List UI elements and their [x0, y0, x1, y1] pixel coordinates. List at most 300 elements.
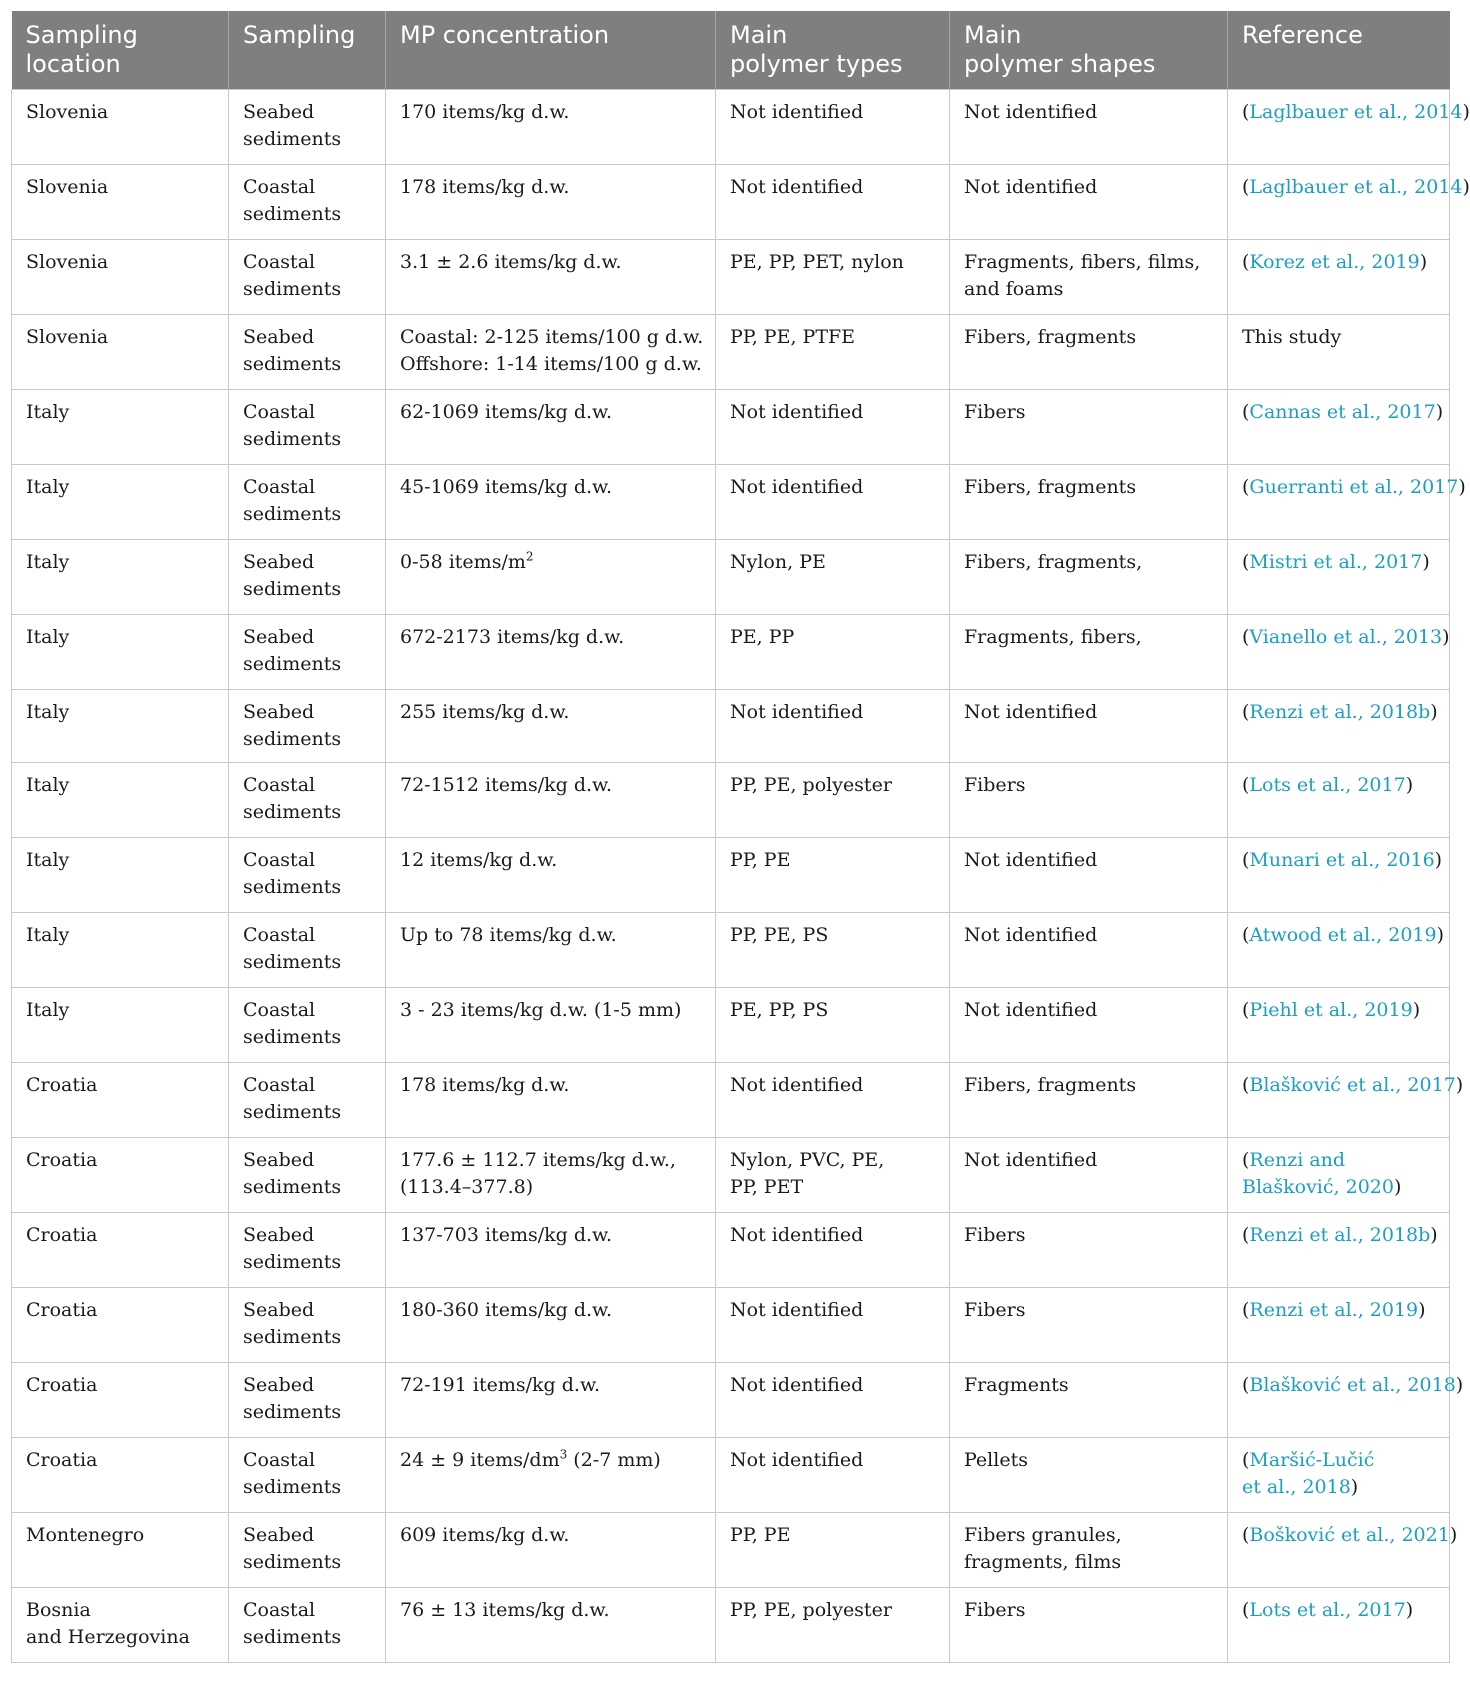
cell-reference[interactable] [1228, 240, 1450, 315]
open-paren: ( [1242, 774, 1250, 796]
cell-reference[interactable] [1228, 90, 1470, 165]
cell-reference[interactable] [1228, 1363, 1464, 1438]
cell-sampling-line [243, 651, 371, 678]
size-range-text: (2-7 mm) [567, 1449, 661, 1471]
cell-concentration [386, 763, 716, 838]
cell-location-line [26, 624, 214, 651]
reference-link-line [1242, 549, 1435, 576]
cell-polymer-shapes-line [964, 1372, 1213, 1399]
cell-polymer-shapes [950, 165, 1228, 240]
cell-sampling-text: sediments [243, 951, 342, 973]
reference-link[interactable]: Renzi and [1249, 1149, 1346, 1171]
cell-sampling [229, 390, 386, 465]
cell-concentration-line [400, 1372, 701, 1399]
cell-polymer-types [716, 390, 950, 465]
cell-reference[interactable] [1228, 390, 1450, 465]
cell-concentration-text: 3.1 ± 2.6 items/kg d.w. [400, 251, 622, 273]
cell-polymer-types-text: Nylon, PE [730, 551, 826, 573]
cell-concentration [386, 390, 716, 465]
cell-location-line [26, 174, 214, 201]
table-row [12, 763, 1450, 838]
cell-concentration-line [400, 174, 701, 201]
open-paren: ( [1242, 1224, 1250, 1246]
cell-location-line [26, 249, 214, 276]
cell-sampling-line [243, 1099, 371, 1126]
open-paren: ( [1242, 176, 1250, 198]
cell-polymer-types [716, 1438, 950, 1513]
cell-location [12, 1063, 229, 1138]
cell-sampling-text: Coastal [243, 849, 316, 871]
cell-sampling-text: Coastal [243, 1599, 316, 1621]
cell-concentration [386, 240, 716, 315]
reference-link-line [1242, 1474, 1435, 1501]
cell-sampling-line [243, 1297, 371, 1324]
cell-sampling-line [243, 351, 371, 378]
cell-reference[interactable] [1228, 913, 1450, 988]
cell-sampling [229, 838, 386, 913]
cell-polymer-shapes-text: Not identified [964, 701, 1098, 723]
reference-link[interactable]: Blašković, 2020 [1242, 1176, 1394, 1198]
cell-polymer-types-line [730, 1447, 935, 1474]
cell-sampling-text: sediments [243, 1401, 342, 1423]
cell-concentration-text: 72-1512 items/kg d.w. [400, 774, 613, 796]
reference-link[interactable]: Bošković et al., 2021 [1249, 1524, 1450, 1546]
cell-polymer-shapes [950, 540, 1228, 615]
cell-sampling [229, 1213, 386, 1288]
cell-sampling-line [243, 174, 371, 201]
reference-link-line [1242, 624, 1450, 651]
cell-reference[interactable] [1228, 988, 1450, 1063]
close-paren: ) [1462, 101, 1470, 123]
cell-concentration [386, 1438, 716, 1513]
cell-reference[interactable] [1228, 1588, 1450, 1663]
header-label-line: polymer shapes [964, 50, 1156, 78]
cell-concentration [386, 165, 716, 240]
cell-sampling-line [243, 1624, 371, 1651]
cell-location [12, 838, 229, 913]
table-row [12, 1588, 1450, 1663]
reference-link[interactable]: Laglbauer et al., 2014 [1249, 101, 1463, 123]
cell-sampling [229, 240, 386, 315]
cell-sampling-text: sediments [243, 1026, 342, 1048]
cell-reference [1228, 315, 1450, 390]
cell-location-text: Bosnia [26, 1599, 91, 1621]
cell-polymer-shapes-line [964, 99, 1213, 126]
cell-sampling-line [243, 772, 371, 799]
cell-location-line [26, 1222, 214, 1249]
close-paren: ) [1430, 1224, 1438, 1246]
cell-polymer-types-line [730, 1174, 935, 1201]
open-paren: ( [1242, 1599, 1250, 1621]
cell-polymer-types-text: Not identified [730, 1224, 864, 1246]
reference-link[interactable]: Piehl et al., 2019 [1249, 999, 1413, 1021]
cell-sampling-line [243, 1372, 371, 1399]
cell-concentration-line [400, 997, 701, 1024]
unit-superscript: 3 [559, 1447, 568, 1462]
open-paren: ( [1242, 101, 1250, 123]
cell-sampling-text: sediments [243, 1476, 342, 1498]
microplastics-table [11, 11, 1470, 1663]
cell-sampling-line [243, 276, 371, 303]
cell-polymer-shapes [950, 1063, 1228, 1138]
cell-polymer-shapes [950, 1513, 1228, 1588]
cell-reference[interactable] [1228, 1438, 1450, 1513]
cell-location [12, 1588, 229, 1663]
cell-polymer-shapes-line [964, 922, 1213, 949]
cell-polymer-types [716, 615, 950, 690]
cell-polymer-shapes [950, 1213, 1228, 1288]
cell-sampling-line [243, 874, 371, 901]
open-paren: ( [1242, 849, 1250, 871]
open-paren: ( [1242, 401, 1250, 423]
cell-sampling-text: Coastal [243, 401, 316, 423]
cell-reference[interactable] [1228, 1063, 1464, 1138]
cell-location-line [26, 847, 214, 874]
open-paren: ( [1242, 1299, 1250, 1321]
cell-sampling [229, 1513, 386, 1588]
cell-location [12, 1438, 229, 1513]
reference-link[interactable]: Blašković et al., 2017 [1249, 1074, 1456, 1096]
cell-location-line [26, 474, 214, 501]
reference-link[interactable]: Vianello et al., 2013 [1249, 626, 1443, 648]
cell-sampling [229, 690, 386, 763]
cell-polymer-types-line [730, 324, 935, 351]
reference-link-line [1242, 1174, 1435, 1201]
cell-location-line [26, 772, 214, 799]
cell-reference[interactable] [1228, 1513, 1458, 1588]
cell-polymer-shapes [950, 988, 1228, 1063]
table-row [12, 1213, 1450, 1288]
cell-location [12, 540, 229, 615]
reference-link[interactable]: Lots et al., 2017 [1249, 774, 1406, 796]
cell-location-text: Italy [26, 999, 70, 1021]
cell-sampling-text: sediments [243, 278, 342, 300]
cell-concentration-text: Coastal: 2-125 items/100 g d.w. [400, 326, 704, 348]
cell-polymer-types-line [730, 847, 935, 874]
close-paren: ) [1462, 176, 1470, 198]
cell-sampling-line [243, 576, 371, 603]
cell-polymer-shapes-line [964, 1222, 1213, 1249]
cell-concentration-text: Up to 78 items/kg d.w. [400, 924, 617, 946]
table-row [12, 1288, 1450, 1363]
cell-sampling-line [243, 699, 371, 726]
cell-reference[interactable] [1228, 465, 1466, 540]
cell-sampling-line [243, 1549, 371, 1576]
cell-polymer-shapes-line [964, 249, 1213, 276]
reference-link[interactable]: et al., 2018 [1242, 1476, 1351, 1498]
cell-polymer-types-text: Nylon, PVC, PE, [730, 1149, 885, 1171]
cell-sampling-line [243, 501, 371, 528]
cell-location-text: Slovenia [26, 251, 109, 273]
cell-polymer-types-line [730, 99, 935, 126]
cell-sampling [229, 615, 386, 690]
cell-location [12, 615, 229, 690]
open-paren: ( [1242, 476, 1250, 498]
open-paren: ( [1242, 701, 1250, 723]
cell-location [12, 690, 229, 763]
cell-concentration [386, 90, 716, 165]
cell-sampling [229, 1363, 386, 1438]
cell-polymer-shapes [950, 240, 1228, 315]
cell-reference[interactable] [1228, 1138, 1450, 1213]
close-paren: ) [1449, 1524, 1458, 1546]
cell-polymer-types [716, 240, 950, 315]
cell-concentration-line [400, 624, 701, 651]
cell-polymer-types [716, 1063, 950, 1138]
cell-reference[interactable] [1228, 540, 1450, 615]
cell-location-line [26, 1597, 214, 1624]
cell-polymer-types-line [730, 549, 935, 576]
cell-sampling-text: sediments [243, 353, 342, 375]
cell-concentration-line [400, 351, 701, 378]
close-paren: ) [1458, 476, 1466, 498]
reference-link[interactable]: Renzi et al., 2019 [1249, 1299, 1419, 1321]
reference-link-line [1242, 1222, 1438, 1249]
table-row [12, 165, 1450, 240]
cell-sampling-text: sediments [243, 1101, 342, 1123]
reference-link[interactable]: Renzi et al., 2018b [1249, 1224, 1431, 1246]
open-paren: ( [1242, 1149, 1250, 1171]
cell-sampling-line [243, 1522, 371, 1549]
cell-polymer-types-text: PP, PE [730, 849, 791, 871]
close-paren: ) [1436, 924, 1445, 946]
cell-location [12, 1213, 229, 1288]
cell-sampling [229, 1438, 386, 1513]
cell-location-text: Croatia [26, 1074, 98, 1096]
cell-concentration-line [400, 474, 701, 501]
reference-link[interactable]: Guerranti et al., 2017 [1249, 476, 1459, 498]
cell-location-line [26, 1522, 214, 1549]
cell-concentration [386, 465, 716, 540]
close-paren: ) [1430, 701, 1438, 723]
cell-reference[interactable] [1228, 615, 1450, 690]
close-paren: ) [1442, 626, 1450, 648]
cell-location-line [26, 699, 214, 726]
cell-location [12, 1363, 229, 1438]
cell-sampling-text: sediments [243, 876, 342, 898]
cell-location-line [26, 922, 214, 949]
reference-link[interactable]: Laglbauer et al., 2014 [1249, 176, 1463, 198]
cell-polymer-shapes-line [964, 1297, 1213, 1324]
cell-sampling-text: sediments [243, 428, 342, 450]
close-paren: ) [1422, 551, 1430, 573]
cell-polymer-shapes [950, 465, 1228, 540]
cell-concentration-line [400, 549, 701, 576]
cell-polymer-types-text: Not identified [730, 476, 864, 498]
cell-polymer-types [716, 1288, 950, 1363]
cell-polymer-shapes-line [964, 847, 1213, 874]
table-row [12, 90, 1450, 165]
reference-link[interactable]: Renzi et al., 2018b [1249, 701, 1431, 723]
cell-concentration [386, 1138, 716, 1213]
cell-polymer-shapes [950, 315, 1228, 390]
cell-sampling-line [243, 624, 371, 651]
cell-polymer-shapes [950, 390, 1228, 465]
cell-polymer-shapes-text: Fibers [964, 1299, 1026, 1321]
cell-location [12, 165, 229, 240]
cell-concentration [386, 1213, 716, 1288]
cell-location-text: Slovenia [26, 101, 109, 123]
reference-link[interactable]: Atwood et al., 2019 [1249, 924, 1437, 946]
table-row [12, 1363, 1450, 1438]
cell-polymer-types-line [730, 624, 935, 651]
cell-polymer-types-line [730, 1222, 935, 1249]
cell-sampling-text: Seabed [243, 551, 315, 573]
cell-sampling-text: Seabed [243, 1149, 315, 1171]
cell-sampling-text: sediments [243, 1626, 342, 1648]
cell-polymer-shapes-line [964, 997, 1213, 1024]
cell-polymer-types-line [730, 474, 935, 501]
cell-reference[interactable] [1228, 690, 1450, 763]
reference-link[interactable]: Korez et al., 2019 [1249, 251, 1420, 273]
cell-concentration-line [400, 1522, 701, 1549]
cell-polymer-types-text: PP, PE [730, 1524, 791, 1546]
close-paren: ) [1419, 251, 1428, 273]
cell-concentration-line [400, 772, 701, 799]
header-label-line: Reference [1242, 21, 1363, 49]
cell-polymer-shapes-text: Fibers granules, [964, 1524, 1122, 1546]
cell-polymer-types [716, 1138, 950, 1213]
close-paren: ) [1405, 1599, 1414, 1621]
close-paren: ) [1418, 1299, 1426, 1321]
cell-sampling-text: sediments [243, 203, 342, 225]
cell-polymer-types-line [730, 997, 935, 1024]
cell-reference[interactable] [1228, 1213, 1450, 1288]
cell-location-text: Italy [26, 626, 70, 648]
cell-sampling-text: sediments [243, 578, 342, 600]
cell-sampling-line [243, 1399, 371, 1426]
cell-concentration-line [400, 847, 701, 874]
reference-link[interactable]: Maršić-Lučić [1249, 1449, 1375, 1471]
header-label-line: polymer types [730, 50, 903, 78]
cell-location-text: Slovenia [26, 176, 109, 198]
reference-link[interactable]: Munari et al., 2016 [1249, 849, 1435, 871]
reference-link-line [1242, 249, 1435, 276]
cell-reference[interactable] [1228, 838, 1450, 913]
header-label-line: MP concentration [400, 21, 610, 49]
cell-sampling-text: Seabed [243, 101, 315, 123]
cell-polymer-shapes [950, 615, 1228, 690]
close-paren: ) [1435, 401, 1444, 423]
cell-concentration-text: 170 items/kg d.w. [400, 101, 570, 123]
header-sampling-location [12, 11, 229, 90]
cell-polymer-shapes-line [964, 324, 1213, 351]
cell-sampling [229, 988, 386, 1063]
cell-location [12, 1288, 229, 1363]
cell-reference[interactable] [1228, 763, 1450, 838]
cell-concentration-text: 180-360 items/kg d.w. [400, 1299, 613, 1321]
reference-link-line [1242, 997, 1435, 1024]
reference-link-line [1242, 1147, 1435, 1174]
cell-polymer-types-text: Not identified [730, 1074, 864, 1096]
cell-polymer-types [716, 838, 950, 913]
open-paren: ( [1242, 551, 1250, 573]
cell-reference[interactable] [1228, 1288, 1450, 1363]
cell-polymer-types-line [730, 922, 935, 949]
cell-sampling-text: sediments [243, 128, 342, 150]
cell-location-line [26, 1624, 214, 1651]
cell-polymer-shapes [950, 1363, 1228, 1438]
cell-sampling-line [243, 1024, 371, 1051]
open-paren: ( [1242, 1374, 1250, 1396]
table-row [12, 1063, 1450, 1138]
close-paren: ) [1350, 1476, 1359, 1498]
cell-concentration-line [400, 399, 701, 426]
cell-concentration-line [400, 249, 701, 276]
close-paren: ) [1455, 1074, 1464, 1096]
cell-sampling-line [243, 1324, 371, 1351]
header-label-line: Main [964, 21, 1022, 49]
cell-location-text: Croatia [26, 1374, 98, 1396]
cell-location-line [26, 1447, 214, 1474]
cell-polymer-types [716, 1588, 950, 1663]
cell-polymer-types-line [730, 772, 935, 799]
cell-sampling-line [243, 1222, 371, 1249]
cell-sampling [229, 1138, 386, 1213]
cell-concentration [386, 315, 716, 390]
cell-reference[interactable] [1228, 165, 1470, 240]
cell-concentration [386, 838, 716, 913]
reference-link[interactable]: Mistri et al., 2017 [1249, 551, 1423, 573]
cell-concentration-text: 255 items/kg d.w. [400, 701, 570, 723]
cell-polymer-shapes [950, 1138, 1228, 1213]
cell-sampling [229, 540, 386, 615]
cell-sampling [229, 1288, 386, 1363]
cell-polymer-types-text: Not identified [730, 176, 864, 198]
cell-location-text: Croatia [26, 1299, 98, 1321]
cell-polymer-shapes [950, 690, 1228, 763]
cell-polymer-shapes-line [964, 1447, 1213, 1474]
cell-sampling-line [243, 399, 371, 426]
cell-sampling-text: Coastal [243, 251, 316, 273]
cell-polymer-shapes-text: Not identified [964, 849, 1098, 871]
reference-link[interactable]: Cannas et al., 2017 [1249, 401, 1436, 423]
reference-link[interactable]: Lots et al., 2017 [1249, 1599, 1406, 1621]
cell-sampling-line [243, 549, 371, 576]
cell-sampling-line [243, 1174, 371, 1201]
cell-polymer-shapes-line [964, 399, 1213, 426]
cell-sampling [229, 90, 386, 165]
cell-concentration-text: 76 ± 13 items/kg d.w. [400, 1599, 610, 1621]
cell-sampling-text: sediments [243, 728, 342, 750]
table-row [12, 1138, 1450, 1213]
cell-sampling-line [243, 426, 371, 453]
cell-polymer-shapes-text: Fibers, fragments [964, 476, 1137, 498]
cell-sampling-line [243, 1447, 371, 1474]
reference-link-line [1242, 1297, 1435, 1324]
header-polymer-types [716, 11, 950, 90]
cell-sampling-text: sediments [243, 801, 342, 823]
cell-polymer-types [716, 165, 950, 240]
cell-polymer-types-text: Not identified [730, 1374, 864, 1396]
cell-polymer-types [716, 90, 950, 165]
header-sampling [229, 11, 386, 90]
reference-link[interactable]: Blašković et al., 2018 [1249, 1374, 1456, 1396]
cell-concentration [386, 690, 716, 763]
cell-polymer-shapes [950, 90, 1228, 165]
cell-sampling-line [243, 201, 371, 228]
cell-polymer-types-text: PP, PE, PTFE [730, 326, 856, 348]
cell-polymer-shapes [950, 1438, 1228, 1513]
cell-polymer-shapes-line [964, 474, 1213, 501]
cell-sampling-text: sediments [243, 1326, 342, 1348]
cell-polymer-shapes-line [964, 549, 1213, 576]
cell-location-text: Italy [26, 701, 70, 723]
cell-polymer-shapes-text: Pellets [964, 1449, 1028, 1471]
table-row [12, 1513, 1450, 1588]
close-paren: ) [1434, 849, 1443, 871]
cell-reference-text: This study [1242, 326, 1342, 348]
